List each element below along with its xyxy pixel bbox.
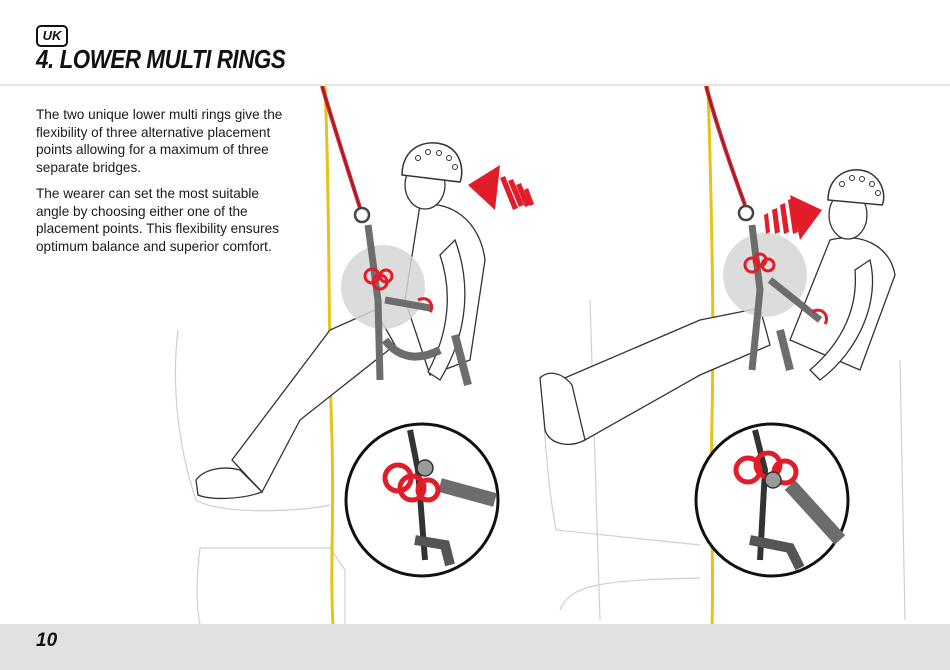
left-scene — [175, 86, 600, 624]
harness-illustration — [0, 86, 950, 624]
footer-bar — [0, 624, 950, 670]
paragraph-2: The wearer can set the most suitable angle by choosing either one of the placement points. This flexibility ensures optimum balance and superior comfort. — [36, 186, 280, 254]
language-badge: UK — [36, 25, 68, 47]
paragraph-1: The two unique lower multi rings give the flexibility of three alternative placement points allowing for a maximum of three separate bridges. — [36, 107, 283, 175]
arrow-right-icon — [764, 195, 822, 240]
right-scene — [540, 86, 905, 624]
page-title: 4. LOWER MULTI RINGS — [36, 44, 286, 74]
arrow-left-icon — [468, 165, 534, 210]
helmet-icon — [402, 143, 462, 182]
page-number: 10 — [36, 630, 58, 651]
detail-view-right — [696, 424, 848, 576]
